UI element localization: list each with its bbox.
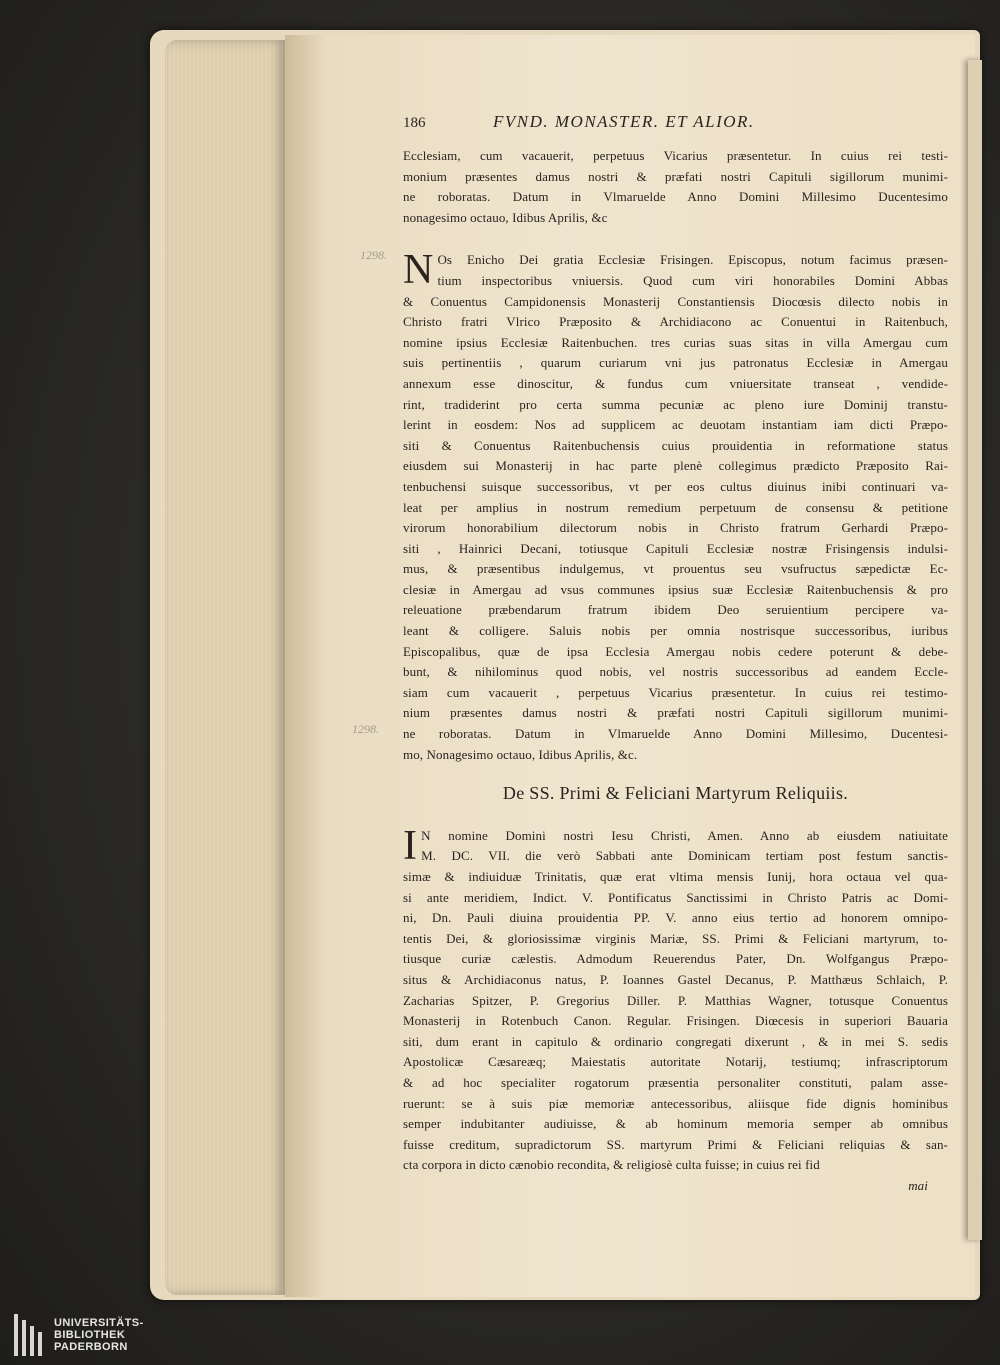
library-logo-line: BIBLIOTHEK bbox=[54, 1329, 126, 1341]
text-line: & ad hoc specialiter rogatorum præsentia personaliter constituti, palam asse- bbox=[403, 1074, 948, 1090]
text-line: lerint in eosdem: Nos ad supplicem ac deuotam instantiam iam dicti Præpo- bbox=[403, 417, 948, 433]
text-line: ruerunt: se à suis piæ memoriæ antecessoribus, aliisque fide dignis hominibus bbox=[403, 1095, 948, 1111]
catchword: mai bbox=[908, 1177, 928, 1193]
paragraph-charter-end bbox=[403, 146, 948, 228]
drop-initial: I bbox=[403, 822, 418, 869]
running-head-title: FVND. MONASTER. ET ALIOR. bbox=[493, 112, 755, 131]
text-line: Zacharias Spitzer, P. Gregorius Diller. P. Matthias Wagner, totusque Conuentus bbox=[403, 992, 948, 1008]
text-line: nomine ipsius Ecclesiæ Raitenbuchen. tres curias suas sitas in villa Amergau cum bbox=[403, 334, 948, 350]
text-line: siti & Conuentus Raitenbuchensis cuius prouidentia in reformatione status bbox=[403, 437, 948, 453]
text-line: tenbuchensi suisque successoribus, vt per eos cultus diuinus inibi continuari va- bbox=[403, 478, 948, 494]
page-edges bbox=[165, 40, 285, 1295]
text-line: siti , Hainrici Decani, totiusque Capituli Ecclesiæ nostræ Frisingensis indulsi- bbox=[403, 540, 948, 556]
paragraph-enicho-charter bbox=[403, 247, 948, 765]
page-number: 186 bbox=[403, 115, 426, 131]
text-line: mus, & præsentibus indulgemus, vt prouentus seu vsufructus sæpedictæ Ec- bbox=[403, 561, 948, 577]
text-line: cta corpora in dicto cænobio recondita, & religiosè culta fuisse; in cuius rei fid bbox=[403, 1157, 820, 1173]
margin-note-year: 1298. bbox=[360, 248, 387, 262]
text-line: situs & Archidiaconus natus, P. Ioannes Gastel Decanus, P. Matthæus Schlaich, P. bbox=[403, 971, 948, 987]
section-heading: De SS. Primi & Feliciani Martyrum Reliquiis. bbox=[502, 783, 849, 804]
text-line: leant & colligere. Saluis nobis per omnia nostrisque successoribus, iuribus bbox=[403, 623, 948, 639]
text-line: siti, dum erant in capitulo & ordinario congregati dixerunt , & in mei S. sedis bbox=[403, 1033, 948, 1049]
text-line: ne roboratas. Datum in Vlmaruelde Anno Domini Millesimo Ducentesimo bbox=[403, 189, 948, 205]
text-line: mo, Nonagesimo octauo, Idibus Aprilis, &c. bbox=[403, 746, 638, 762]
running-head bbox=[403, 112, 948, 146]
text-line: ne roboratas. Datum in Vlmaruelde Anno Domini Millesimo, Ducentesi- bbox=[403, 726, 948, 742]
page-text bbox=[403, 112, 948, 1197]
text-line: tiusque curiæ cælestis. Admodum Reuerendus Pater, Dn. Wolfgangus Præpo- bbox=[403, 951, 948, 967]
text-line: Episcopalibus, quæ de ipsa Ecclesia Amergau nobis cedere poterunt & debe- bbox=[403, 643, 948, 659]
library-logo-line: UNIVERSITÄTS- bbox=[54, 1317, 144, 1329]
text-line: virorum honorabilium dilectorum nobis in Christo fratrum Gerhardi Præpo- bbox=[403, 520, 948, 536]
text-line: N nomine Domini nostri Iesu Christi, Amen. Anno ab eiusdem natiuitate bbox=[421, 827, 948, 843]
next-page-edge bbox=[968, 60, 982, 1240]
text-line: annexum esse dinoscitur, & fundus cum vniuersitate transeat , vendide- bbox=[403, 375, 948, 391]
library-logo-line: PADERBORN bbox=[54, 1341, 128, 1353]
text-line: leat per amplius in nostrum remedium perpetuum de consensu & petitione bbox=[403, 499, 948, 515]
text-line: Monasterij in Rotenbuch Canon. Regular. Frisingen. Diœcesis in superiori Bauaria bbox=[403, 1013, 948, 1029]
text-line: bunt, & nihilominus quod nobis, vel nostris successoribus ad eandem Eccle- bbox=[403, 664, 948, 680]
paragraph-relics bbox=[403, 822, 948, 1176]
text-line: monium præsentes damus nostri & præfati nostri Capituli sigillorum munimi- bbox=[403, 168, 948, 184]
text-line: semper indubitanter audiuisse, & ab hominum memoria semper ab omnibus bbox=[403, 1116, 948, 1132]
text-line: tium inspectoribus vniuersis. Quod cum viri honorabiles Domini Abbas bbox=[437, 272, 948, 288]
text-line: Apostolicæ Cæsareæq; Maiestatis autoritate Notarij, testiumq; infrascriptorum bbox=[403, 1054, 948, 1070]
text-line: Os Enicho Dei gratia Ecclesiæ Frisingen. Episcopus, notum facimus præsen- bbox=[437, 252, 948, 268]
text-line: Ecclesiam, cum vacauerit, perpetuus Vicarius præsentetur. In cuius rei testi- bbox=[403, 148, 948, 163]
text-line: simæ & indiuiduæ Trinitatis, quæ erat vltima mensis Iunij, hora octaua vel qua- bbox=[403, 869, 948, 884]
text-line: & Conuentus Campidonensis Monasterij Constantiensis Diocœsis dilecto nobis in bbox=[403, 293, 948, 309]
text-line: tentis Dei, & gloriosissimæ virginis Mariæ, SS. Primi & Feliciani martyrum, to- bbox=[403, 930, 948, 946]
text-line: nonagesimo octauo, Idibus Aprilis, &c bbox=[403, 209, 608, 225]
text-line: siam cum vacauerit , perpetuus Vicarius præsentetur. In cuius rei testimo- bbox=[403, 684, 948, 700]
text-line: M. DC. VII. die verò Sabbati ante Dominicam tertiam post festum sanctis- bbox=[421, 848, 948, 864]
text-line: releuatione præbendarum fratrum ibidem Deo seruientium percipere va- bbox=[403, 602, 948, 618]
text-line: si ante meridiem, Indict. V. Pontificatus Sanctissimi in Christo Patris ac Domi- bbox=[403, 889, 948, 905]
text-line: rint, tradiderint pro certa summa pecuniæ ac pleno iure Dominij transtu- bbox=[403, 396, 948, 412]
text-line: ni, Dn. Pauli diuina prouidentia PP. V. anno eius tertio ad honorem omnipo- bbox=[403, 910, 948, 926]
text-line: nium præsentes damus nostri & præfati nostri Capituli sigillorum munimi- bbox=[403, 705, 948, 721]
text-line: clesiæ in Amergau ad vsus communes ipsius suæ Ecclesiæ Raitenbuchensis & pro bbox=[403, 581, 948, 597]
library-logo bbox=[14, 1314, 144, 1356]
library-logo-icon bbox=[14, 1314, 44, 1356]
text-line: Christo fratri Vlrico Præposito & Archidiacono ac Conuentui in Raitenbuch, bbox=[403, 314, 948, 330]
text-line: suis pertinentiis , quarum curiarum vni jus patronatus Ecclesiæ in Amergau bbox=[403, 355, 948, 371]
text-line: fuisse creditum, supradictorum SS. martyrum Primi & Feliciani reliquias & san- bbox=[403, 1136, 948, 1152]
margin-note-year: 1298. bbox=[352, 722, 379, 736]
drop-initial: N bbox=[403, 247, 434, 294]
text-line: eiusdem sui Monasterij in hac parte plenè collegimus prædicto Præposito Rai- bbox=[403, 458, 948, 474]
